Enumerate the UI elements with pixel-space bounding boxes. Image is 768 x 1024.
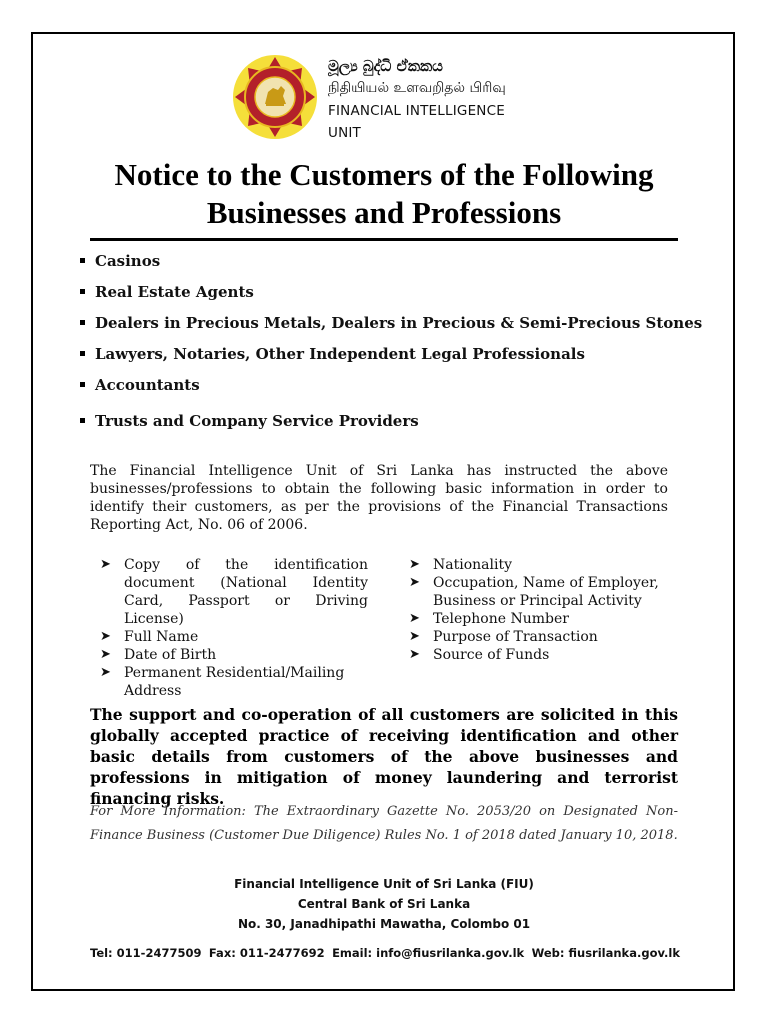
title-underline	[90, 238, 678, 241]
bullet-square-icon	[80, 320, 85, 325]
list-item: ➤ Date of Birth	[100, 647, 217, 663]
bullet-square-icon	[80, 418, 85, 423]
intro-paragraph: The Financial Intelligence Unit of Sri Lanka has instructed the above businesses/professions to obtain the following basic information in order to identify their customers, as per the provisions of the Financial Transactions Reporting Act, No. 06 of 2006.	[90, 463, 668, 533]
english-unit-name: FINANCIAL INTELLIGENCE UNIT	[328, 103, 505, 141]
list-item: ➤ Occupation, Name of Employer, Business or Principal Activity	[409, 575, 659, 609]
title-line-2: Businesses and Professions	[206, 195, 562, 230]
address-line-2: Central Bank of Sri Lanka	[297, 897, 471, 911]
bullet-square-icon	[80, 351, 85, 356]
bullet-square-icon	[80, 258, 85, 263]
list-item: Lawyers, Notaries, Other Independent Legal Professionals	[80, 345, 585, 363]
arrow-bullet-icon: ➤	[100, 665, 111, 680]
list-item: Real Estate Agents	[80, 283, 254, 301]
list-item: ➤ Source of Funds	[409, 647, 550, 663]
requirements-left-column	[100, 556, 368, 700]
title-line-1: Notice to the Customers of the Following	[114, 157, 654, 192]
address-line-1: Financial Intelligence Unit of Sri Lanka (FIU)	[234, 877, 534, 891]
arrow-bullet-icon: ➤	[409, 647, 420, 662]
arrow-bullet-icon: ➤	[409, 575, 420, 590]
address-line-3: No. 30, Janadhipathi Mawatha, Colombo 01	[237, 917, 531, 931]
sinhala-unit-name: මූල්‍ය බුද්ධි ඒකකය	[328, 57, 443, 75]
arrow-bullet-icon: ➤	[409, 611, 420, 626]
list-item: ➤ Permanent Residential/Mailing Address	[100, 665, 345, 699]
arrow-bullet-icon: ➤	[409, 557, 420, 572]
arrow-bullet-icon: ➤	[409, 629, 420, 644]
fax-text: Fax: 011-2477692	[208, 946, 325, 960]
requirements-right-column	[409, 556, 679, 664]
list-item: ➤ Telephone Number	[409, 611, 569, 627]
website-text: Web: fiusrilanka.gov.lk	[531, 946, 680, 960]
list-item: Dealers in Precious Metals, Dealers in Precious & Semi-Precious Stones	[80, 314, 702, 332]
fiu-seal-logo	[232, 54, 318, 140]
list-item: Casinos	[80, 252, 160, 270]
arrow-bullet-icon: ➤	[100, 629, 111, 644]
list-item: ➤ Nationality	[409, 557, 512, 573]
telephone-text: Tel: 011-2477509	[90, 946, 202, 960]
list-item: ➤ Purpose of Transaction	[409, 629, 598, 645]
bullet-square-icon	[80, 289, 85, 294]
fiu-address-block	[90, 874, 678, 934]
support-paragraph: The support and co-operation of all customers are solicited in this globally accepted practice of receiving identification and other basic details from customers of the above businesses and professions in mitigation of money laundering and terrorist financing risks.	[90, 705, 678, 808]
tamil-unit-name: நிதியியல் உளவறிதல் பிரிவு	[328, 80, 506, 96]
list-item: Accountants	[80, 376, 200, 394]
bullet-square-icon	[80, 382, 85, 387]
arrow-bullet-icon: ➤	[100, 647, 111, 662]
list-item: Trusts and Company Service Providers	[80, 412, 419, 430]
list-item: ➤ Full Name	[100, 629, 199, 645]
email-text: Email: info@fiusrilanka.gov.lk	[332, 946, 525, 960]
fiu-logo-header	[232, 52, 542, 142]
list-item: ➤ Copy of the identification document (National Identity Card, Passport or Driving License)	[100, 557, 368, 627]
more-information-note: For More Information: The Extraordinary Gazette No. 2053/20 on Designated Non-Finance Business (Customer Due Diligence) Rules No. 1 of 2018 dated January 10, 2018.	[90, 804, 678, 843]
arrow-bullet-icon: ➤	[100, 557, 111, 572]
contact-bar	[90, 946, 680, 960]
notice-title	[60, 156, 708, 232]
